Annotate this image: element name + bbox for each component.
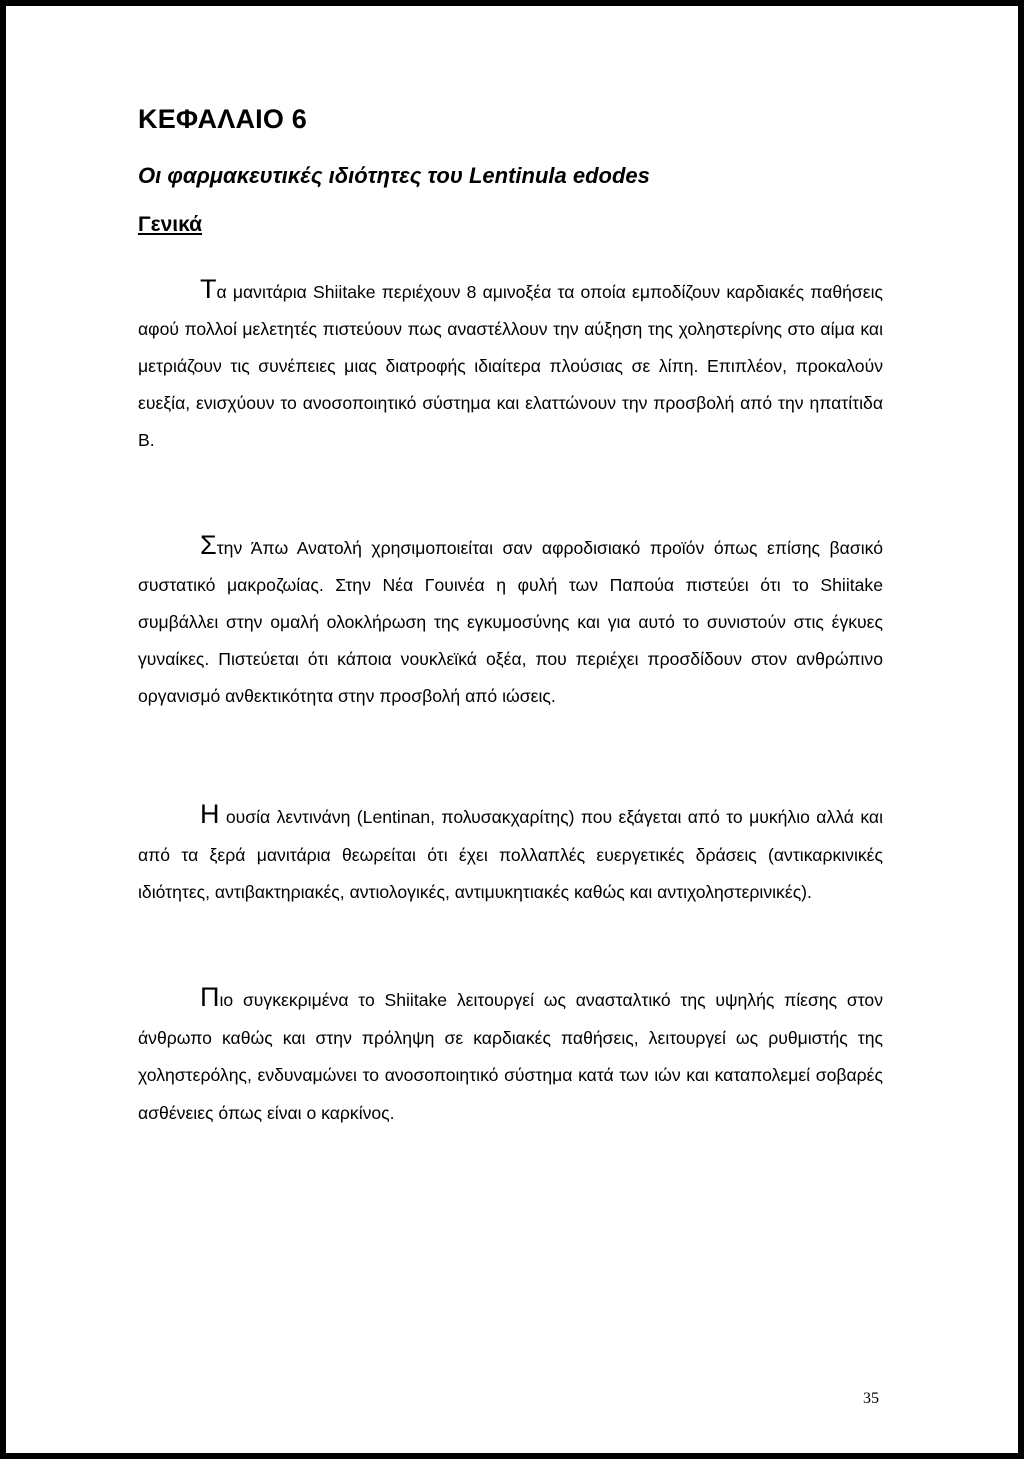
page-number: 35 xyxy=(863,1390,879,1407)
document-page xyxy=(6,6,1018,1453)
paragraph-4 xyxy=(138,982,883,1132)
paragraph-3-text: ουσία λεντινάνη (Lentinan, πολυσακχαρίτης) που εξάγεται από το μυκήλιο αλλά και από τα ξερά μανιτάρια θεωρείται ότι έχει πολλαπλές ευεργετικές δράσεις (αντικαρκινικές ιδιότητες, αντιβακτηριακές, αντιολογικές, αντιμυκητιακές καθώς και αντιχοληστερινικές). xyxy=(138,807,883,902)
paragraph-1 xyxy=(138,274,883,459)
chapter-title: ΚΕΦΑΛΑΙΟ 6 xyxy=(138,104,307,134)
paragraph-4-text: ιο συγκεκριμένα το Shiitake λειτουργεί ως ανασταλτικό της υψηλής πίεσης στον άνθρωπο καθώς και στην πρόληψη σε καρδιακές παθήσεις, λειτουργεί ως ρυθμιστής της χοληστερόλης, ενδυναμώνει το ανοσοποιητικό σύστημα κατά των ιών και καταπολεμεί σοβαρές ασθένειες όπως είναι ο καρκίνος. xyxy=(138,990,883,1123)
paragraph-2 xyxy=(138,530,883,715)
chapter-subtitle: Οι φαρμακευτικές ιδιότητες του Lentinula edodes xyxy=(138,163,650,188)
paragraph-1-initial: Τ xyxy=(200,274,217,304)
paragraph-4-initial: Π xyxy=(200,982,220,1012)
paragraph-3-initial: Η xyxy=(200,799,220,829)
section-heading: Γενικά xyxy=(138,213,203,236)
paragraph-1-text: α μανιτάρια Shiitake περιέχουν 8 αμινοξέα τα οποία εμποδίζουν καρδιακές παθήσεις αφού πολλοί μελετητές πιστεύουν πως αναστέλλουν την αύξηση της χοληστερίνης στο αίμα και μετριάζουν τις συνέπειες μιας διατροφής ιδιαίτερα πλούσιας σε λίπη. Επιπλέον, προκαλούν ευεξία, ενισχύουν το ανοσοποιητικό σύστημα και ελαττώνουν την προσβολή από την ηπατίτιδα Β. xyxy=(138,282,883,450)
paragraph-2-initial: Σ xyxy=(200,530,217,560)
paragraph-3 xyxy=(138,799,883,912)
paragraph-2-text: την Άπω Ανατολή χρησιμοποιείται σαν αφροδισιακό προϊόν όπως επίσης βασικό συστατικό μακροζωίας. Στην Νέα Γουινέα η φυλή των Παπούα πιστεύει ότι το Shiitake συμβάλλει στην ομαλή ολοκλήρωση της εγκυμοσύνης και για αυτό το συνιστούν στις έγκυες γυναίκες. Πιστεύεται ότι κάποια νουκλεϊκά οξέα, που περιέχει προσδίδουν στον ανθρώπινο οργανισμό ανθεκτικότητα στην προσβολή από ιώσεις. xyxy=(138,538,883,706)
